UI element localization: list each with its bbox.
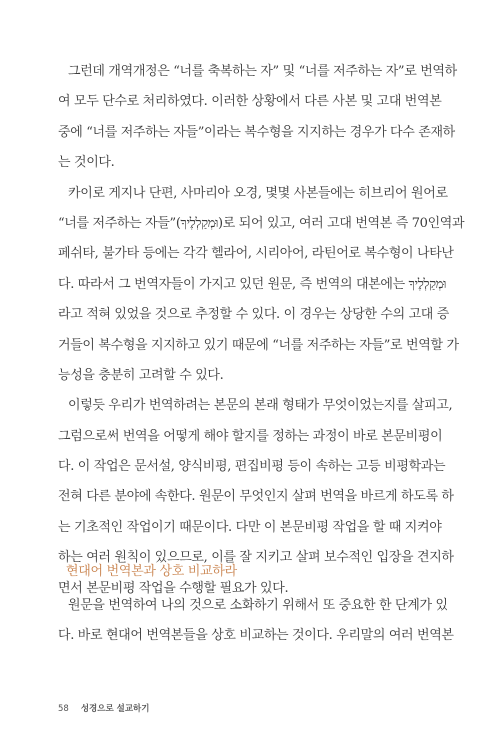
text-line: 전혀 다른 분야에 속한다. 원문이 무엇인지 살펴 번역을 바르게 하도록 하 — [58, 489, 454, 505]
text-line: 그런데 개역개정은 “너를 축복하는 자” 및 “너를 저주하는 자”로 번역하 — [68, 64, 457, 79]
text-line: 거들이 복수형을 지지하고 있기 때문에 “너를 저주하는 자들”로 번역할 가 — [58, 337, 459, 353]
text-line: 중에 “너를 저주하는 자들”이라는 복수형을 지지하는 경우가 다수 존재하 — [58, 124, 455, 140]
body-text — [58, 57, 465, 604]
text-line: 능성을 충분히 고려할 수 있다. — [58, 367, 224, 383]
text-line: 하는 여러 원칙이 있으므로, 이를 잘 지키고 살펴 보수적인 입장을 견지하 — [58, 550, 454, 566]
text-line: 다. 이 작업은 문서설, 양식비평, 편집비평 등이 속하는 고등 비평학과는 — [58, 459, 446, 475]
text-line: 그럼으로써 번역을 어떻게 해야 할지를 정하는 과정이 바로 본문비평이 — [58, 428, 443, 444]
text-line: 원문을 번역하여 나의 것으로 소화하기 위해서 또 중요한 한 단계가 있 — [68, 598, 448, 613]
paragraph-2 — [58, 179, 465, 392]
paragraph-4 — [58, 591, 454, 652]
text-line: 카이로 게지나 단편, 사마리아 오경, 몇몇 사본들에는 히브리어 원어로 — [68, 185, 448, 201]
text-line: 는 것이다. — [58, 155, 115, 171]
section-heading: 현대어 번역본과 상호 비교하라 — [66, 564, 237, 579]
text-line: “너를 저주하는 자들”(וּמְקַלְלֶיךָ)로 되어 있고, 여러 고대 번역본 즉 70인역과 — [58, 215, 465, 231]
running-title: 성경으로 설교하기 — [80, 704, 150, 714]
text-line: 여 모두 단수로 처리하였다. 이러한 상황에서 다른 사본 및 고대 번역본 — [58, 94, 442, 110]
text-line: 다. 바로 현대어 번역본들을 상호 비교하는 것이다. 우리말의 여러 번역본 — [58, 628, 454, 644]
paragraph-1 — [58, 57, 457, 179]
page-footer — [58, 702, 149, 714]
text-line: 는 기초적인 작업이기 때문이다. 다만 이 본문비평 작업을 할 때 지켜야 — [58, 519, 442, 535]
section-body-text — [58, 591, 454, 652]
text-line: 다. 따라서 그 번역자들이 가지고 있던 원문, 즉 번역의 대본에는 וּמְקַלְלֶיךָ — [58, 276, 447, 292]
text-line: 라고 적혀 있었을 것으로 추정할 수 있다. 이 경우는 상당한 수의 고대 증 — [58, 307, 449, 323]
page-number: 58 — [58, 704, 69, 714]
text-line: 면서 본문비평 작업을 수행할 필요가 있다. — [58, 580, 289, 596]
text-line: 페쉬타, 불가타 등에는 각각 헬라어, 시리아어, 라틴어로 복수형이 나타난 — [58, 246, 454, 262]
text-line: 이렇듯 우리가 번역하려는 본문의 본래 형태가 무엇이었는지를 살피고, — [68, 398, 453, 414]
